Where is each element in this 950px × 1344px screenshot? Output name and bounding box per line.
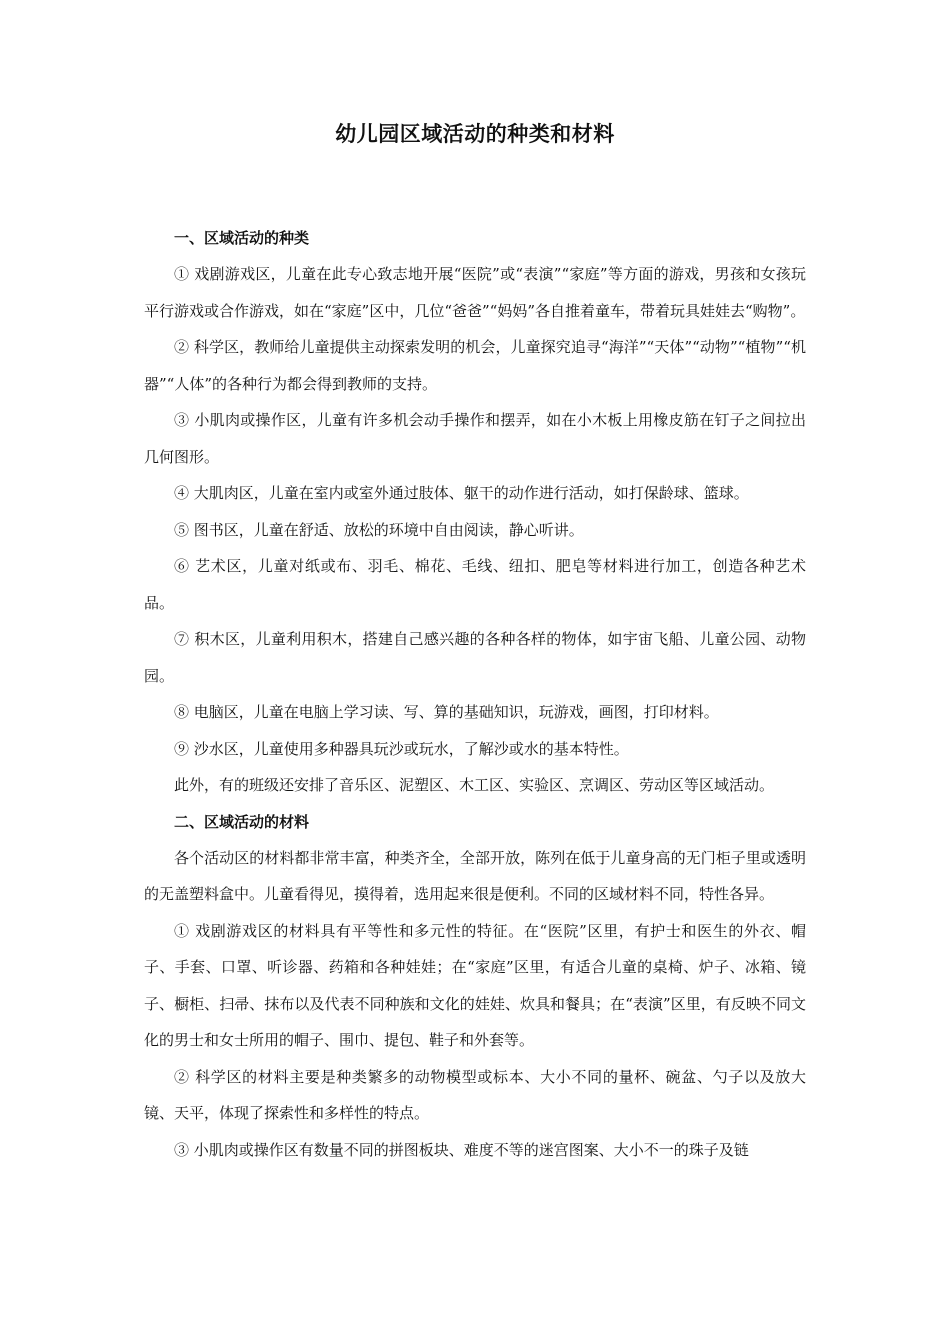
paragraph: ④ 大肌肉区，儿童在室内或室外通过肢体、躯干的动作进行活动，如打保龄球、篮球。 <box>174 484 749 502</box>
paragraph: ⑨ 沙水区，儿童使用多种器具玩沙或玩水，了解沙或水的基本特性。 <box>174 739 629 758</box>
document-title: 幼儿园区域活动的种类和材料 <box>335 121 615 146</box>
paragraph: ③ 小肌肉或操作区，儿童有许多机会动手操作和摆弄，如在小木板上用橡皮筋在钉子之间拉出几何图形。 <box>144 411 806 466</box>
paragraph: ⑧ 电脑区，儿童在电脑上学习读、写、算的基础知识，玩游戏，画图，打印材料。 <box>174 703 719 721</box>
paragraph: ⑦ 积木区，儿童利用积木，搭建自己感兴趣的各种各样的物体，如宇宙飞船、儿童公园、动物园。 <box>144 630 806 685</box>
paragraph: ③ 小肌肉或操作区有数量不同的拼图板块、难度不等的迷宫图案、大小不一的珠子及链 <box>174 1140 749 1159</box>
paragraph: ⑤ 图书区，儿童在舒适、放松的环境中自由阅读，静心听讲。 <box>174 520 584 539</box>
section-heading-types: 一、区域活动的种类 <box>174 229 310 247</box>
paragraph: ② 科学区，教师给儿童提供主动探索发明的机会，儿童探究追寻“海洋”“天体”“动物”“植物”“机器”“人体”的各种行为都会得到教师的支持。 <box>144 338 806 393</box>
paragraph: ② 科学区的材料主要是种类繁多的动物模型或标本、大小不同的量杯、碗盆、勺子以及放大镜、天平，体现了探索性和多样性的特点。 <box>144 1067 806 1122</box>
section-heading-materials: 二、区域活动的材料 <box>174 812 310 831</box>
paragraph: 各个活动区的材料都非常丰富，种类齐全，全部开放，陈列在低于儿童身高的无门柜子里或透明的无盖塑料盒中。儿童看得见，摸得着，选用起来很是便利。不同的区域材料不同，特性各异。 <box>144 848 806 903</box>
paragraph: ⑥ 艺术区，儿童对纸或布、羽毛、棉花、毛线、纽扣、肥皂等材料进行加工，创造各种艺术品。 <box>144 557 806 612</box>
paragraph: ① 戏剧游戏区，儿童在此专心致志地开展“医院”或“表演”“家庭”等方面的游戏，男孩和女孩玩平行游戏或合作游戏，如在“家庭”区中，几位“爸爸”“妈妈”各自推着童车，带着玩具娃娃去“购物”。 <box>144 265 806 320</box>
paragraph: ① 戏剧游戏区的材料具有平等性和多元性的特征。在“医院”区里，有护士和医生的外衣、帽子、手套、口罩、听诊器、药箱和各种娃娃；在“家庭”区里，有适合儿童的桌椅、炉子、冰箱、镜子、橱柜、扫帚、抹布以及代表不同种族和文化的娃娃、炊具和餐具；在“表演”区里，有反映不同文化的男士和女士所用的帽子、围巾、提包、鞋子和外套等。 <box>144 921 806 1049</box>
paragraph: 此外，有的班级还安排了音乐区、泥塑区、木工区、实验区、烹调区、劳动区等区域活动。 <box>174 776 775 794</box>
